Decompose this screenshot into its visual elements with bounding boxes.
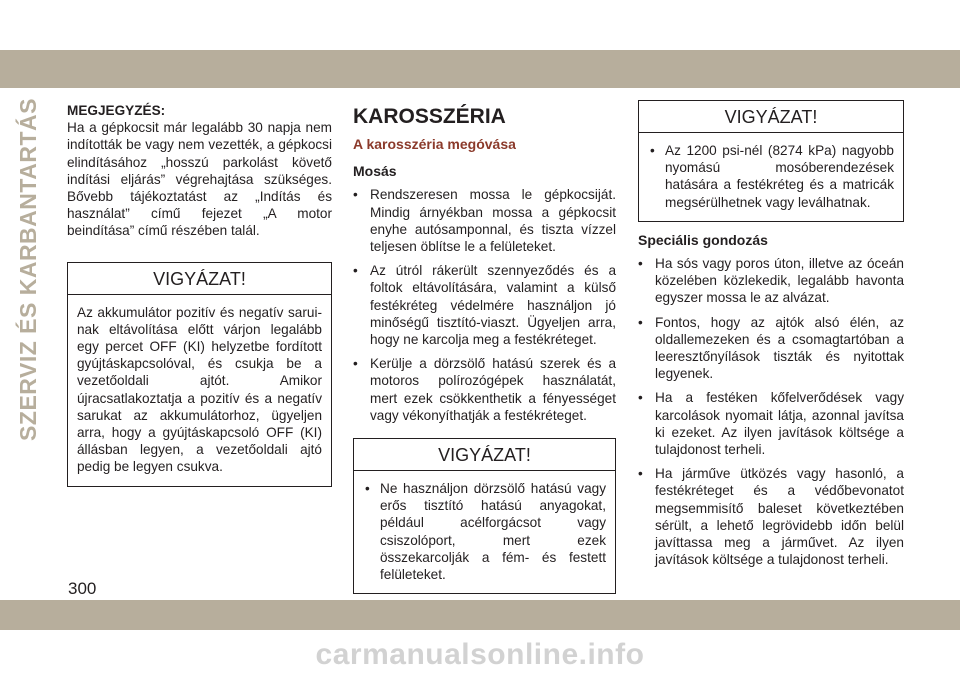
page-number: 300: [68, 579, 97, 598]
special-care-list: [638, 255, 904, 568]
middle-column: [353, 100, 616, 594]
warning-item: • Ne használjon dörzsölő hatású vagy erős tisztító hatású anyagokat, például acélforgácsot vagy csiszolóport, mert ezek összekarcolják a fém- és festett felületeket.: [363, 480, 606, 583]
side-section-title: [8, 97, 48, 441]
page-title: KAROSSZÉRIA: [353, 105, 506, 128]
subtitle: A karosszéria megóvása: [353, 136, 516, 152]
warning-box-battery: [67, 262, 332, 487]
side-title-text: SZERVIZ ÉS KARBANTARTÁS: [14, 97, 41, 441]
list-item: • Ha sós vagy poros úton, illetve az óceán közelében közlekedik, legalább havonta egyszer mossa le az alvázat.: [638, 255, 904, 307]
section-heading-special-care: Speciális gondozás: [638, 231, 768, 248]
list-item: • Ha járműve ütközés vagy hasonló, a festékréteget és a védőbevonatot megsemmisítő baleset következtében sérült, a lehető legrövidebb időn belül javíttassa meg a járművet. Az ilyen javítások költsége a tulajdonost terheli.: [638, 465, 904, 568]
right-column: [638, 100, 904, 575]
warning-title: VIGYÁZAT!: [68, 263, 331, 295]
warning-box-pressure: [638, 100, 904, 222]
bottom-decorative-band: [0, 600, 960, 630]
list-item: • Rendszeresen mossa le gépkocsiját. Mindig árnyékban mossa a gépkocsit enyhe autósamponnal, és tiszta vízzel teljesen öblítse le a felületeket.: [353, 186, 616, 255]
list-item: • Fontos, hogy az ajtók alsó élén, az oldallemezeken és a csomagtartóban a leeresztőnyílások tiszták és nyitottak legyenek.: [638, 314, 904, 383]
warning-text: Az akkumulátor pozitív és negatív sarui-nak eltávolítása előtt várjon legalább egy percet OFF (KI) helyzetbe fordított gyújtáskapcsolóval, és csukja be a vezetőoldali ajtót. Amikor újracsatlakoztatja a pozitív és a negatív sarukat az akkumulátorhoz, ügyeljen arra, hogy a gyújtáskapcsoló OFF (KI) állásban legyen, a vezetőoldali ajtó pedig be legyen csukva.: [77, 304, 322, 475]
left-column: [67, 100, 332, 487]
warning-item: • Az 1200 psi-nél (8274 kPa) nagyobb nyomású mosóberendezések hatására a festékréteg és a matricák megsérülhetnek vagy leválhatnak.: [648, 142, 894, 211]
section-heading-washing: Mosás: [353, 163, 397, 180]
warning-box-abrasives: [353, 438, 616, 594]
top-decorative-band: [0, 50, 960, 88]
washing-list: [353, 186, 616, 424]
note-heading: MEGJEGYZÉS:: [67, 103, 166, 118]
warning-title: VIGYÁZAT!: [354, 439, 615, 471]
warning-title: VIGYÁZAT!: [639, 101, 903, 133]
watermark: carmanualsonline.info: [315, 638, 645, 671]
note-text: Ha a gépkocsit már legalább 30 napja nem indították be vagy nem vezették, a gépkocsi elindításához „hosszú parkolást követő indítási eljárás” végrehajtása szükséges. Bővebb tájékoztatást az „Indítás és használat” című fejezet „A motor beindítása” című részében talál.: [67, 120, 332, 239]
list-item: • Kerülje a dörzsölő hatású szerek és a motoros polírozógépek használatát, mert ezek csökkenthetik a fényességet vagy vékonyíthatják a festékréteget.: [353, 355, 616, 424]
list-item: • Ha a festéken kőfelverődések vagy karcolások nyomait látja, azonnal javítsa ki ezeket. Az ilyen javítások költsége a tulajdonost terheli.: [638, 389, 904, 458]
list-item: • Az útról rákerült szennyeződés és a foltok eltávolítására, valamint a külső festékréteg védelmére használjon jó minőségű tisztító-viaszt. Ügyeljen arra, hogy ne karcolja meg a festékréteget.: [353, 262, 616, 348]
